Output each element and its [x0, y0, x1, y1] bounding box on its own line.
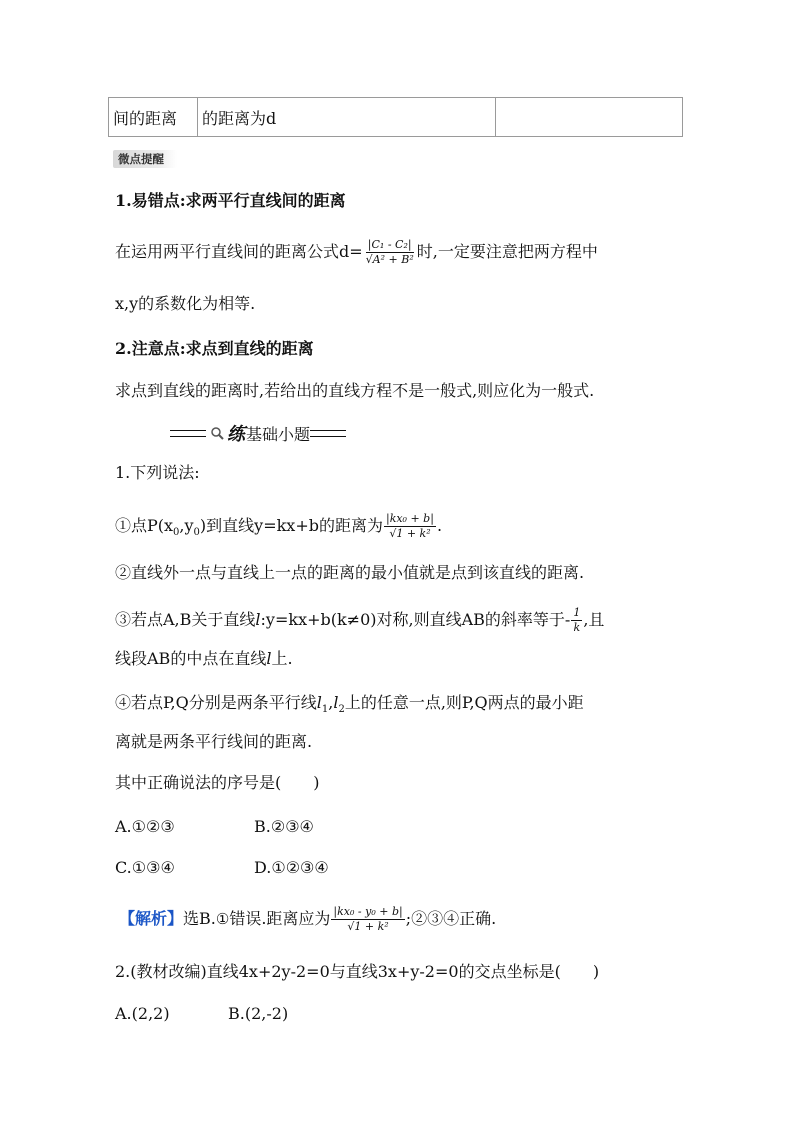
- q2-option-b: B.(2,-2): [228, 1004, 289, 1023]
- q1-option-b: B.②③④: [254, 817, 314, 836]
- q1-statement-3: ③若点A,B关于直线l:y=kx+b(k≠0)对称,则直线AB的斜率等于- $\frac{1}{k}$ ,且: [115, 606, 605, 634]
- table-cell: 间的距离: [109, 98, 198, 136]
- point2-title: 2.注意点:求点到直线的距离: [115, 339, 314, 358]
- point1-text-cont: x,y的系数化为相等.: [115, 294, 256, 313]
- q1-statement-2: ②直线外一点与直线上一点的距离的最小值就是点到该直线的距离.: [115, 563, 585, 582]
- q1-stem: 1.下列说法:: [115, 463, 200, 482]
- point1-title: 1.易错点:求两平行直线间的距离: [115, 191, 346, 210]
- q1-option-c: C.①③④: [115, 858, 175, 877]
- point-line-distance-formula: $\frac{\text{|kx₀ + b|}}{\text{√1 + k²}}$: [385, 512, 434, 540]
- practice-divider: [170, 420, 346, 446]
- point1-text: 在运用两平行直线间的距离公式d= $\frac{\text{|C₁ - C₂|}}{\text{√A² + B²}}$ 时,一定要注意把两方程中: [115, 238, 598, 266]
- q2-stem: 2.(教材改编)直线4x+2y-2=0与直线3x+y-2=0的交点坐标是( ): [115, 962, 600, 981]
- q1-statement-4: ④若点P,Q分别是两条平行线$l_1,l_2$上的任意一点,则P,Q两点的最小距: [115, 693, 584, 716]
- distance-formula: $\frac{\text{|C₁ - C₂|}}{\text{√A² + B²}}$: [365, 238, 414, 266]
- divider-rule: [170, 430, 206, 437]
- q2-option-a: A.(2,2): [115, 1004, 170, 1023]
- q1-option-a: A.①②③: [115, 817, 175, 836]
- divider-rule: [310, 430, 346, 437]
- q1-statement-3-cont: 线段AB的中点在直线l上.: [115, 649, 293, 668]
- definition-table-fragment: [108, 97, 683, 137]
- q1-question: 其中正确说法的序号是( ): [115, 773, 320, 792]
- q1-statement-1: ①点$P(x_0,y_0)$到直线y=kx+b的距离为 $\frac{\text{|kx₀ + b|}}{\text{√1 + k²}}$ .: [115, 512, 443, 540]
- point2-text: 求点到直线的距离时,若给出的直线方程不是一般式,则应化为一般式.: [115, 381, 595, 400]
- table-cell: [496, 98, 682, 136]
- tips-tag: 微点提醒: [113, 150, 177, 168]
- practice-char: 练: [227, 424, 245, 445]
- slope-fraction: $\frac{1}{k}$: [573, 606, 581, 634]
- q1-statement-4-cont: 离就是两条平行线间的距离.: [115, 732, 313, 751]
- q1-analysis: 【解析】选B.①错误.距离应为 $\frac{\text{|kx₀ - y₀ + b|}}{\text{√1 + k²}}$ ;②③④正确.: [119, 905, 497, 933]
- q1-option-d: D.①②③④: [254, 858, 329, 877]
- analysis-label: 【解析】: [119, 909, 184, 928]
- analysis-formula: $\frac{\text{|kx₀ - y₀ + b|}}{\text{√1 + k²}}$: [333, 905, 403, 933]
- practice-label: 基础小题: [246, 424, 311, 444]
- magnifier-icon: [210, 426, 224, 440]
- table-cell: 的距离为d: [198, 98, 496, 136]
